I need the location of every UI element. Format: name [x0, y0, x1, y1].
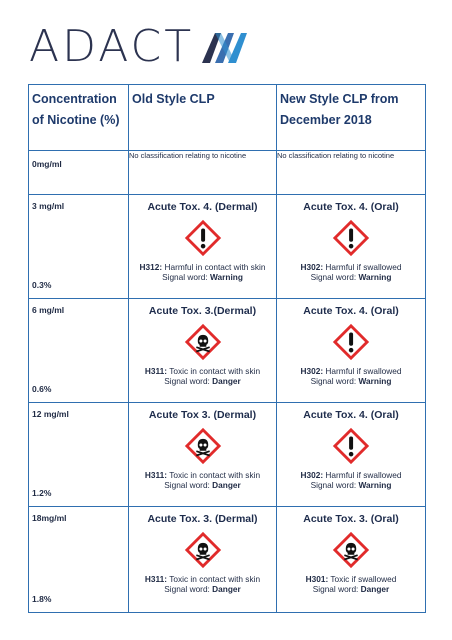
old-clp-cell [129, 507, 277, 613]
table-row [29, 195, 426, 299]
new-clp-cell [277, 299, 426, 403]
hazard-text: Toxic in contact with skin [167, 574, 261, 584]
concentration-percent: 0.6% [32, 384, 52, 394]
hazard-code: H311: [144, 574, 168, 584]
concentration-mg: 0mg/ml [32, 159, 62, 169]
header-concentration [29, 85, 129, 151]
hazard-code: H311: [144, 470, 168, 480]
new-noclass-cell [277, 151, 426, 195]
hazard-code: H302: [300, 470, 324, 480]
old-clp-cell [129, 195, 277, 299]
new-hazard-title: Acute Tox. 3. (Oral) [303, 513, 399, 525]
old-clp-cell [129, 403, 277, 507]
table-row [29, 403, 426, 507]
hazard-code: H312: [139, 262, 163, 272]
concentration-mg: 3 mg/ml [32, 201, 65, 211]
exclamation-icon [332, 323, 370, 366]
old-hazard-title: Acute Tox. 4. (Dermal) [147, 201, 258, 213]
new-clp-cell [277, 403, 426, 507]
hazard-code: H301: [305, 574, 329, 584]
exclamation-icon [184, 219, 222, 262]
concentration-percent: 1.8% [32, 594, 52, 604]
signal-word: Warning [210, 272, 243, 282]
old-hazard-statement [145, 366, 260, 386]
new-clp-cell [277, 507, 426, 613]
concentration-cell [29, 507, 129, 613]
old-hazard-statement [145, 470, 260, 490]
hazard-text: Harmful in contact with skin [162, 262, 266, 272]
hazard-code: H302: [300, 366, 324, 376]
concentration-cell [29, 299, 129, 403]
header-new-line1: New Style CLP from [280, 92, 399, 106]
signal-label: Signal word: [312, 584, 361, 594]
hazard-text: Harmful if swallowed [323, 262, 402, 272]
header-new-line2: December 2018 [280, 113, 372, 127]
signal-label: Signal word: [310, 272, 359, 282]
exclamation-icon [332, 219, 370, 262]
new-hazard-title: Acute Tox. 4. (Oral) [303, 409, 399, 421]
concentration-cell [29, 403, 129, 507]
signal-word: Danger [212, 480, 241, 490]
hazard-text: Toxic if swallowed [328, 574, 397, 584]
concentration-cell [29, 195, 129, 299]
old-clp-cell [129, 299, 277, 403]
skull-icon [332, 531, 370, 574]
skull-icon [184, 323, 222, 366]
hazard-text: Harmful if swallowed [323, 366, 402, 376]
exclamation-icon [332, 427, 370, 470]
new-hazard-title: Acute Tox. 4. (Oral) [303, 305, 399, 317]
hazard-text: Toxic in contact with skin [167, 366, 261, 376]
signal-word: Warning [358, 480, 392, 490]
skull-icon [184, 531, 222, 574]
signal-word: Warning [358, 376, 392, 386]
header-old-label: Old Style CLP [132, 92, 215, 106]
concentration-cell [29, 151, 129, 195]
new-noclass-text: No classification relating to nicotine [277, 151, 395, 160]
signal-label: Signal word: [164, 584, 213, 594]
new-hazard-statement [301, 470, 402, 490]
signal-word: Danger [212, 376, 241, 386]
header-concentration-line1: Concentration [32, 92, 117, 106]
clp-table [28, 84, 426, 613]
skull-icon [184, 427, 222, 470]
new-clp-cell [277, 195, 426, 299]
hazard-code: H302: [300, 262, 324, 272]
old-hazard-title: Acute Tox. 3.(Dermal) [148, 305, 257, 317]
table-row [29, 507, 426, 613]
signal-label: Signal word: [164, 480, 213, 490]
signal-word: Danger [360, 584, 390, 594]
concentration-mg: 18mg/ml [32, 513, 67, 523]
header-old [129, 85, 277, 151]
old-hazard-title: Acute Tox 3. (Dermal) [148, 409, 257, 421]
logo [29, 22, 250, 72]
hazard-text: Toxic in contact with skin [167, 470, 261, 480]
header-concentration-line2: of Nicotine (%) [32, 113, 120, 127]
concentration-mg: 12 mg/ml [32, 409, 69, 419]
logo-mark-icon [202, 29, 250, 65]
concentration-percent: 1.2% [32, 488, 52, 498]
signal-label: Signal word: [164, 376, 213, 386]
old-noclass-cell [129, 151, 277, 195]
old-hazard-title: Acute Tox. 3. (Dermal) [147, 513, 258, 525]
hazard-text: Harmful if swallowed [323, 470, 402, 480]
hazard-code: H311: [144, 366, 168, 376]
signal-word: Danger [212, 584, 241, 594]
signal-label: Signal word: [310, 376, 359, 386]
old-hazard-statement [145, 574, 260, 594]
table-row [29, 299, 426, 403]
table-row [29, 151, 426, 195]
old-noclass-text: No classification relating to nicotine [129, 151, 247, 160]
new-hazard-statement [301, 366, 402, 386]
concentration-mg: 6 mg/ml [32, 305, 65, 315]
signal-word: Warning [358, 272, 392, 282]
new-hazard-statement [306, 574, 397, 594]
logo-text: ADACT [29, 21, 195, 72]
signal-label: Signal word: [162, 272, 211, 282]
signal-label: Signal word: [310, 480, 359, 490]
header-row [29, 85, 426, 151]
new-hazard-statement [301, 262, 402, 282]
old-hazard-statement [140, 262, 266, 282]
new-hazard-title: Acute Tox. 4. (Oral) [303, 201, 399, 213]
header-new [277, 85, 426, 151]
concentration-percent: 0.3% [32, 280, 52, 290]
